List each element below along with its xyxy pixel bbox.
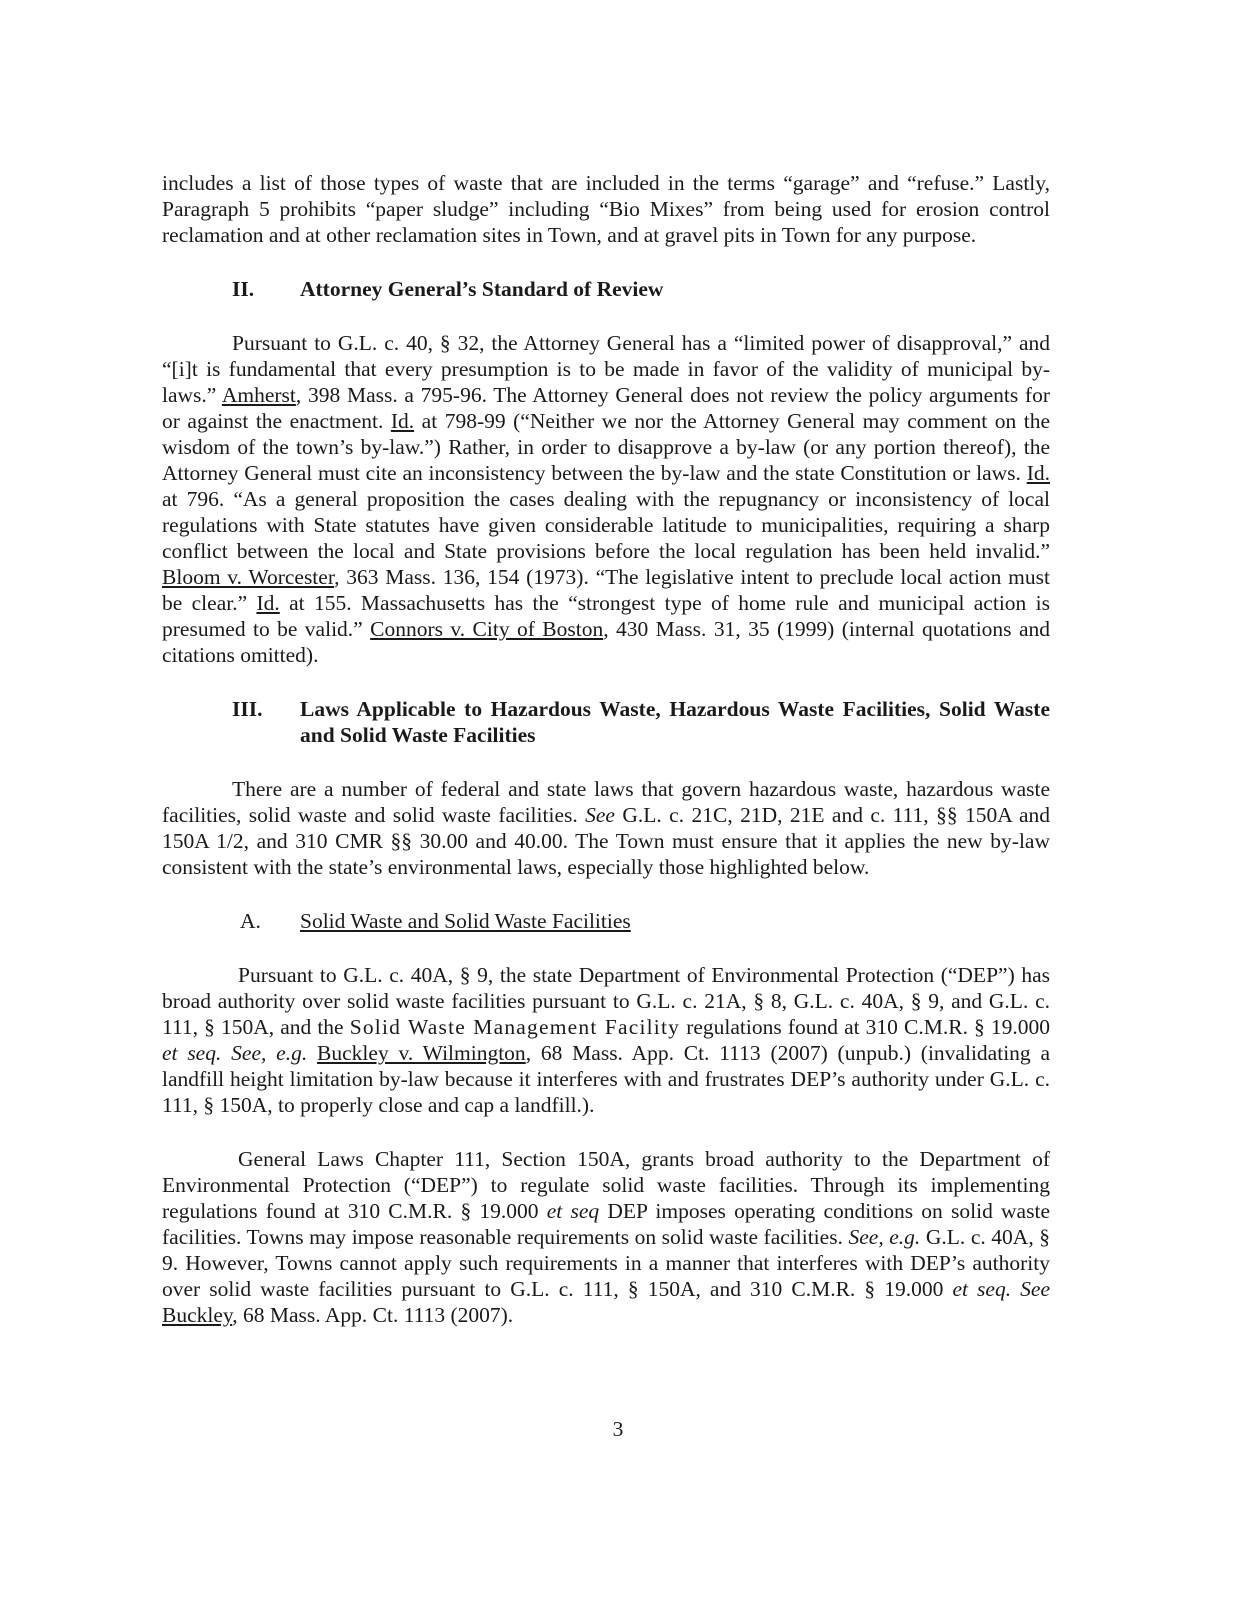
section-heading-ii xyxy=(162,276,1050,302)
case-citation: Connors v. City of Boston xyxy=(370,617,604,641)
document-page xyxy=(162,170,1050,1328)
section-title: Laws Applicable to Hazardous Waste, Hazardous Waste Facilities, Solid Waste and Solid Waste Facilities xyxy=(300,697,1050,747)
section-heading-iii xyxy=(162,696,1050,748)
id-citation: Id. xyxy=(1026,461,1050,485)
standard-of-review-paragraph: Pursuant to G.L. c. 40, § 32, the Attorney General has a “limited power of disapproval,” and “[i]t is fundamental that every presumption is to be made in favor of the validity of municipal by-laws.” Amherst, 398 Mass. a 795-96. The Attorney General does not review the policy arguments for or against the enactment. Id. at 798-99 (“Neither we nor the Attorney General may comment on the wisdom of the town’s by-law.”) Rather, in order to disapprove a by-law (or any portion thereof), the Attorney General must cite an inconsistency between the by-law and the state Constitution or laws. Id. at 796. “As a general proposition the cases dealing with the repugnancy or inconsistency of local regulations with State statutes have given considerable latitude to municipalities, requiring a sharp conflict between the local and State provisions before the local regulation has been held invalid.” Bloom v. Worcester, 363 Mass. 136, 154 (1973). “The legislative intent to preclude local action must be clear.” Id. at 155. Massachusetts has the “strongest type of home rule and municipal action is presumed to be valid.” Connors v. City of Boston, 430 Mass. 31, 35 (1999) (internal quotations and citations omitted). xyxy=(162,331,1050,667)
case-citation: Buckley v. Wilmington xyxy=(317,1041,526,1065)
id-citation: Id. xyxy=(256,591,280,615)
applicable-laws-paragraph: There are a number of federal and state laws that govern hazardous waste, hazardous waste facilities, solid waste and solid waste facilities. See G.L. c. 21C, 21D, 21E and c. 111, §§ 150A and 150A 1/2, and 310 CMR §§ 30.00 and 40.00. The Town must ensure that it applies the new by-law consistent with the state’s environmental laws, especially those highlighted below. xyxy=(162,777,1050,879)
subsection-heading-a xyxy=(162,908,1050,934)
page-number: 3 xyxy=(612,1417,624,1441)
intro-paragraph: includes a list of those types of waste that are included in the terms “garage” and “refuse.” Lastly, Paragraph 5 prohibits “paper sludge” including “Bio Mixes” from being used for erosion control reclamation and at other reclamation sites in Town, and at gravel pits in Town for any purpose. xyxy=(162,171,1050,247)
id-citation: Id. xyxy=(390,409,415,433)
section-title: Attorney General’s Standard of Review xyxy=(300,277,664,301)
subsection-number: A. xyxy=(240,909,261,933)
subsection-title: Solid Waste and Solid Waste Facilities xyxy=(300,909,631,933)
case-citation: Amherst xyxy=(221,383,296,407)
section-number: III. xyxy=(232,697,263,721)
solid-waste-paragraph-2: General Laws Chapter 111, Section 150A, grants broad authority to the Department of Environmental Protection (“DEP”) to regulate solid waste facilities. Through its implementing regulations found at 310 C.M.R. § 19.000 et seq DEP imposes operating conditions on solid waste facilities. Towns may impose reasonable requirements on solid waste facilities. See, e.g. G.L. c. 40A, § 9. However, Towns cannot apply such requirements in a manner that interferes with DEP’s authority over solid waste facilities pursuant to G.L. c. 111, § 150A, and 310 C.M.R. § 19.000 et seq. See Buckley, 68 Mass. App. Ct. 1113 (2007). xyxy=(162,1147,1051,1327)
solid-waste-paragraph-1: Pursuant to G.L. c. 40A, § 9, the state Department of Environmental Protection (“DEP”) has broad authority over solid waste facilities pursuant to G.L. c. 21A, § 8, G.L. c. 40A, § 9, and G.L. c. 111, § 150A, and the Solid Waste Management Facility regulations found at 310 C.M.R. § 19.000 et seq. See, e.g. Buckley v. Wilmington, 68 Mass. App. Ct. 1113 (2007) (unpub.) (invalidating a landfill height limitation by-law because it interferes with and frustrates DEP’s authority under G.L. c. 111, § 150A, to properly close and cap a landfill.). xyxy=(162,963,1051,1117)
case-citation: Bloom v. Worcester xyxy=(162,565,335,589)
case-citation: Buckley xyxy=(162,1303,233,1327)
section-number: II. xyxy=(232,277,255,301)
